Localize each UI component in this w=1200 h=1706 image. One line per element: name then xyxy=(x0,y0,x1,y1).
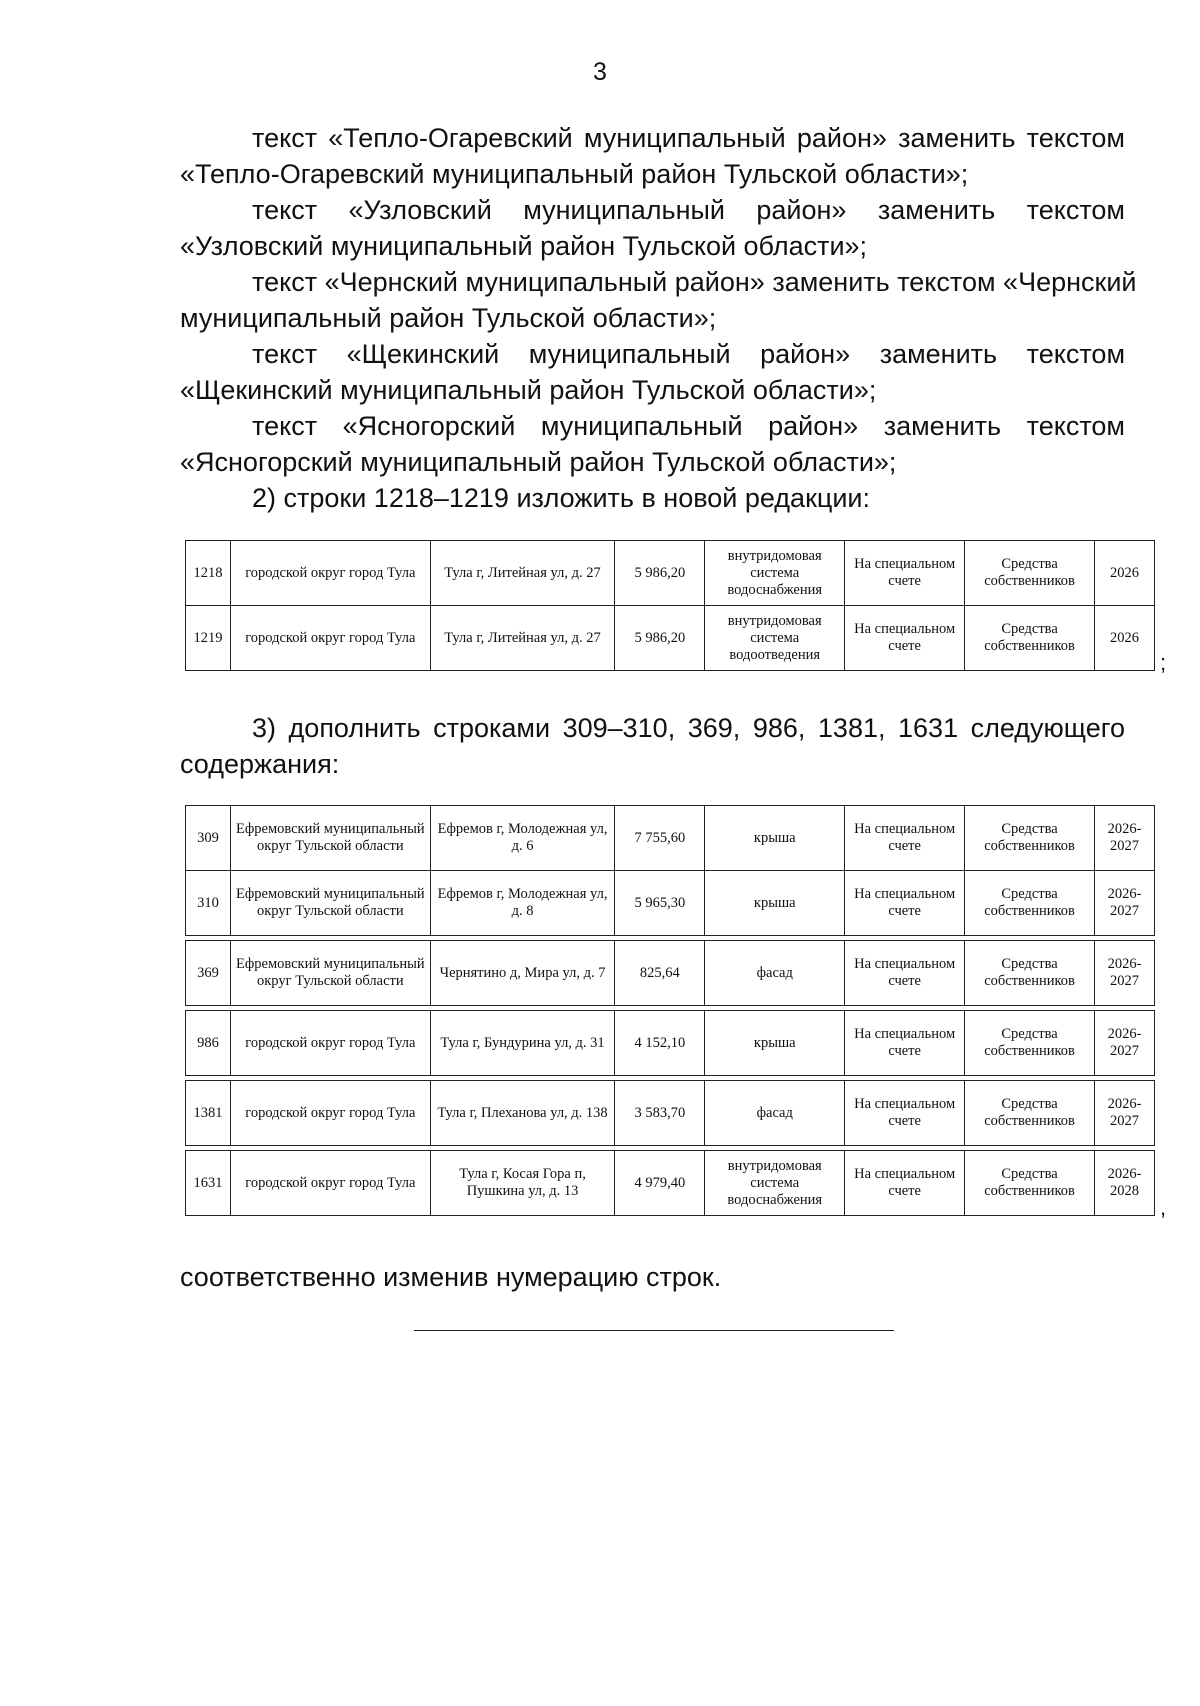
cell-area: 7 755,60 xyxy=(615,806,705,871)
cell-municipality: Ефремовский муниципальный округ Тульской области xyxy=(230,871,430,936)
cell-municipality: городской округ город Тула xyxy=(230,1151,430,1216)
cell-num: 369 xyxy=(186,941,231,1006)
cell-num: 1218 xyxy=(186,541,231,606)
table-rows-309-1631 xyxy=(185,805,1155,1216)
amendment-text-block xyxy=(180,120,1137,516)
cell-year: 2026-2027 xyxy=(1095,871,1155,936)
item-3-heading xyxy=(180,710,1125,782)
cell-num: 986 xyxy=(186,1011,231,1076)
cell-source: Средства собственников xyxy=(965,806,1095,871)
cell-year: 2026-2027 xyxy=(1095,941,1155,1006)
table-1-tail: ; xyxy=(1160,650,1167,675)
cell-source: Средства собственников xyxy=(965,1081,1095,1146)
paragraph-line: «Узловский муниципальный район Тульской области»; xyxy=(180,231,868,261)
cell-work: внутридомовая система водоснабжения xyxy=(705,541,845,606)
cell-area: 5 986,20 xyxy=(615,541,705,606)
cell-municipality: городской округ город Тула xyxy=(230,606,430,671)
cell-account: На специальном счете xyxy=(845,541,965,606)
item-2-heading: 2) строки 1218–1219 изложить в новой редакции: xyxy=(252,483,871,513)
cell-address: Тула г, Литейная ул, д. 27 xyxy=(430,541,615,606)
cell-address: Чернятино д, Мира ул, д. 7 xyxy=(430,941,615,1006)
cell-area: 825,64 xyxy=(615,941,705,1006)
cell-area: 5 986,20 xyxy=(615,606,705,671)
table-row xyxy=(186,1151,1155,1216)
cell-area: 4 979,40 xyxy=(615,1151,705,1216)
cell-address: Тула г, Литейная ул, д. 27 xyxy=(430,606,615,671)
table-rows-1218-1219 xyxy=(185,540,1155,671)
cell-source: Средства собственников xyxy=(965,541,1095,606)
cell-year: 2026 xyxy=(1095,606,1155,671)
table-row xyxy=(186,871,1155,936)
paragraph-line: содержания: xyxy=(180,749,340,779)
cell-work: внутридомовая система водоснабжения xyxy=(705,1151,845,1216)
cell-area: 3 583,70 xyxy=(615,1081,705,1146)
page-number: 3 xyxy=(593,58,607,86)
table-row xyxy=(186,941,1155,1006)
cell-work: фасад xyxy=(705,1081,845,1146)
cell-area: 5 965,30 xyxy=(615,871,705,936)
cell-municipality: городской округ город Тула xyxy=(230,1011,430,1076)
cell-municipality: Ефремовский муниципальный округ Тульской области xyxy=(230,806,430,871)
table-row xyxy=(186,541,1155,606)
cell-account: На специальном счете xyxy=(845,806,965,871)
cell-account: На специальном счете xyxy=(845,1151,965,1216)
cell-municipality: городской округ город Тула xyxy=(230,1081,430,1146)
cell-work: крыша xyxy=(705,1011,845,1076)
closing-text: соответственно изменив нумерацию строк. xyxy=(180,1262,722,1292)
cell-work: крыша xyxy=(705,871,845,936)
paragraph-line: 3) дополнить строками 309–310, 369, 986, 1381, 1631 следующего xyxy=(252,713,1125,743)
cell-account: На специальном счете xyxy=(845,1011,965,1076)
cell-source: Средства собственников xyxy=(965,606,1095,671)
cell-source: Средства собственников xyxy=(965,1011,1095,1076)
paragraph-line: «Тепло-Огаревский муниципальный район Тульской области»; xyxy=(180,159,969,189)
cell-num: 1381 xyxy=(186,1081,231,1146)
end-rule xyxy=(414,1330,894,1331)
cell-address: Тула г, Косая Гора п, Пушкина ул, д. 13 xyxy=(430,1151,615,1216)
cell-municipality: городской округ город Тула xyxy=(230,541,430,606)
cell-source: Средства собственников xyxy=(965,871,1095,936)
table-row xyxy=(186,606,1155,671)
cell-year: 2026-2027 xyxy=(1095,1081,1155,1146)
cell-num: 1219 xyxy=(186,606,231,671)
cell-account: На специальном счете xyxy=(845,871,965,936)
cell-address: Ефремов г, Молодежная ул, д. 8 xyxy=(430,871,615,936)
cell-address: Ефремов г, Молодежная ул, д. 6 xyxy=(430,806,615,871)
table-row xyxy=(186,1081,1155,1146)
paragraph-line: текст «Тепло-Огаревский муниципальный район» заменить текстом xyxy=(252,123,1125,153)
paragraph-line: текст «Узловский муниципальный район» заменить текстом xyxy=(252,195,1125,225)
paragraph-line: «Ясногорский муниципальный район Тульской области»; xyxy=(180,447,897,477)
cell-municipality: Ефремовский муниципальный округ Тульской области xyxy=(230,941,430,1006)
cell-account: На специальном счете xyxy=(845,1081,965,1146)
cell-area: 4 152,10 xyxy=(615,1011,705,1076)
cell-source: Средства собственников xyxy=(965,941,1095,1006)
cell-year: 2026 xyxy=(1095,541,1155,606)
cell-year: 2026-2027 xyxy=(1095,1011,1155,1076)
paragraph-line: текст «Щекинский муниципальный район» заменить текстом xyxy=(252,339,1125,369)
cell-work: внутридомовая система водоотведения xyxy=(705,606,845,671)
cell-work: крыша xyxy=(705,806,845,871)
cell-account: На специальном счете xyxy=(845,941,965,1006)
paragraph-line: текст «Ясногорский муниципальный район» заменить текстом xyxy=(252,411,1125,441)
paragraph-line: «Щекинский муниципальный район Тульской области»; xyxy=(180,375,877,405)
cell-num: 309 xyxy=(186,806,231,871)
paragraph-line: текст «Чернский муниципальный район» заменить текстом «Чернский xyxy=(252,267,1137,297)
cell-year: 2026-2027 xyxy=(1095,806,1155,871)
cell-year: 2026-2028 xyxy=(1095,1151,1155,1216)
cell-address: Тула г, Бундурина ул, д. 31 xyxy=(430,1011,615,1076)
cell-num: 1631 xyxy=(186,1151,231,1216)
cell-address: Тула г, Плеханова ул, д. 138 xyxy=(430,1081,615,1146)
paragraph-line: муниципальный район Тульской области»; xyxy=(180,303,717,333)
table-2-tail: , xyxy=(1160,1195,1167,1220)
cell-account: На специальном счете xyxy=(845,606,965,671)
cell-source: Средства собственников xyxy=(965,1151,1095,1216)
table-row xyxy=(186,1011,1155,1076)
table-row xyxy=(186,806,1155,871)
cell-num: 310 xyxy=(186,871,231,936)
cell-work: фасад xyxy=(705,941,845,1006)
